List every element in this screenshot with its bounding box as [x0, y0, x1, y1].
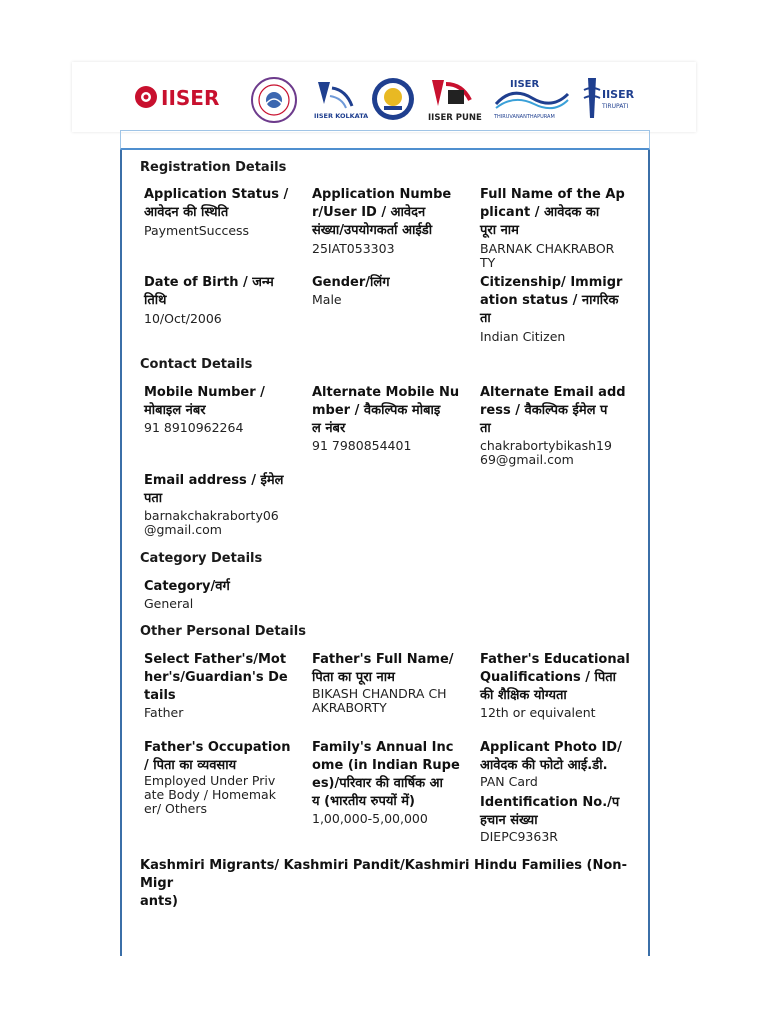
category-value: General — [144, 596, 194, 611]
family-income-label: Family's Annual Inc ome (in Indian Rupe es)/परिवार की वार्षिक आ य (भारतीय रुपयों में) — [312, 740, 460, 809]
father-name-value: BIKASH CHANDRA CH AKRABORTY — [312, 686, 447, 715]
logo-header — [72, 62, 696, 132]
alt-mobile-value: 91 7980854401 — [312, 438, 412, 453]
svg-text:IISER: IISER — [510, 79, 540, 90]
application-status-value: PaymentSuccess — [144, 223, 250, 238]
seal-logo — [250, 76, 298, 128]
email-value: barnakchakraborty06 @gmail.com — [144, 508, 279, 537]
frame-left-border — [120, 150, 122, 956]
section-title-kashmiri: Kashmiri Migrants/ Kashmiri Pandit/Kashmiri Hindu Families (Non-Migr ants) — [140, 858, 627, 909]
alt-email-label: Alternate Email add ress / वैकल्पिक ईमेल प ता — [480, 385, 626, 436]
alt-mobile-label: Alternate Mobile Nu mber / वैकल्पिक मोबाइ ल नंबर — [312, 385, 460, 436]
father-name-label: Father's Full Name/ पिता का पूरा नाम — [312, 652, 454, 685]
section-title-other: Other Personal Details — [140, 624, 306, 639]
svg-text:IISER: IISER — [602, 88, 635, 101]
mobile-value: 91 8910962264 — [144, 420, 244, 435]
identification-number-label: Identification No./प हचान संख्या — [480, 795, 620, 828]
mobile-label: Mobile Number / मोबाइल नंबर — [144, 385, 265, 418]
guardian-select-label: Select Father's/Mot her's/Guardian's De tails — [144, 652, 288, 703]
application-number-label: Application Numbe r/User ID / आवेदन संख्या/उपयोगकर्ता आईडी — [312, 187, 452, 238]
father-education-label: Father's Educational Qualifications / पिता की शैक्षिक योग्यता — [480, 652, 630, 703]
iiser-pune-logo — [428, 76, 480, 128]
citizenship-value: Indian Citizen — [480, 329, 566, 344]
guardian-select-value: Father — [144, 705, 184, 720]
identification-number-value: DIEPC9363R — [480, 829, 558, 844]
applicant-name-value: BARNAK CHAKRABOR TY — [480, 241, 615, 270]
iiser-tvm-logo — [492, 76, 570, 126]
section-title-contact: Contact Details — [140, 357, 253, 372]
dob-value: 10/Oct/2006 — [144, 311, 222, 326]
application-status-label: Application Status / आवेदन की स्थिति — [144, 187, 289, 220]
gender-label: Gender/लिंग — [312, 275, 390, 290]
email-label: Email address / ईमेल पता — [144, 473, 284, 506]
citizenship-label: Citizenship/ Immigr ation status / नागरिक ता — [480, 275, 623, 326]
iiser-logo — [134, 84, 236, 114]
gender-value: Male — [312, 292, 342, 307]
svg-text:IISER PUNE: IISER PUNE — [428, 113, 482, 123]
iiser-tirupati-logo — [582, 74, 640, 126]
seal-logo-2 — [370, 76, 416, 126]
iiser-kolkata-logo — [312, 78, 369, 126]
family-income-value: 1,00,000-5,00,000 — [312, 811, 428, 826]
svg-text:TIRUPATI: TIRUPATI — [602, 103, 629, 110]
category-label: Category/वर्ग — [144, 579, 230, 594]
applicant-name-label: Full Name of the Ap plicant / आवेदक का पूरा नाम — [480, 187, 625, 238]
father-occupation-label: Father's Occupation / पिता का व्यवसाय — [144, 740, 291, 773]
svg-text:IISER KOLKATA: IISER KOLKATA — [314, 112, 369, 120]
svg-text:THIRUVANANTHAPURAM: THIRUVANANTHAPURAM — [494, 114, 555, 120]
frame-right-border — [648, 150, 650, 956]
dob-label: Date of Birth / जन्म तिथि — [144, 275, 274, 308]
alt-email-value: chakrabortybikash19 69@gmail.com — [480, 438, 612, 467]
form-header-bar — [120, 130, 650, 150]
svg-text:IISER: IISER — [161, 86, 220, 110]
application-number-value: 25IAT053303 — [312, 241, 395, 256]
section-title-registration: Registration Details — [140, 160, 287, 175]
father-education-value: 12th or equivalent — [480, 705, 596, 720]
father-occupation-value: Employed Under Priv ate Body / Homemak er/ Others — [144, 773, 276, 816]
photo-id-label: Applicant Photo ID/ आवेदक की फोटो आई.डी. — [480, 740, 622, 773]
section-title-category: Category Details — [140, 551, 263, 566]
photo-id-value: PAN Card — [480, 774, 538, 789]
